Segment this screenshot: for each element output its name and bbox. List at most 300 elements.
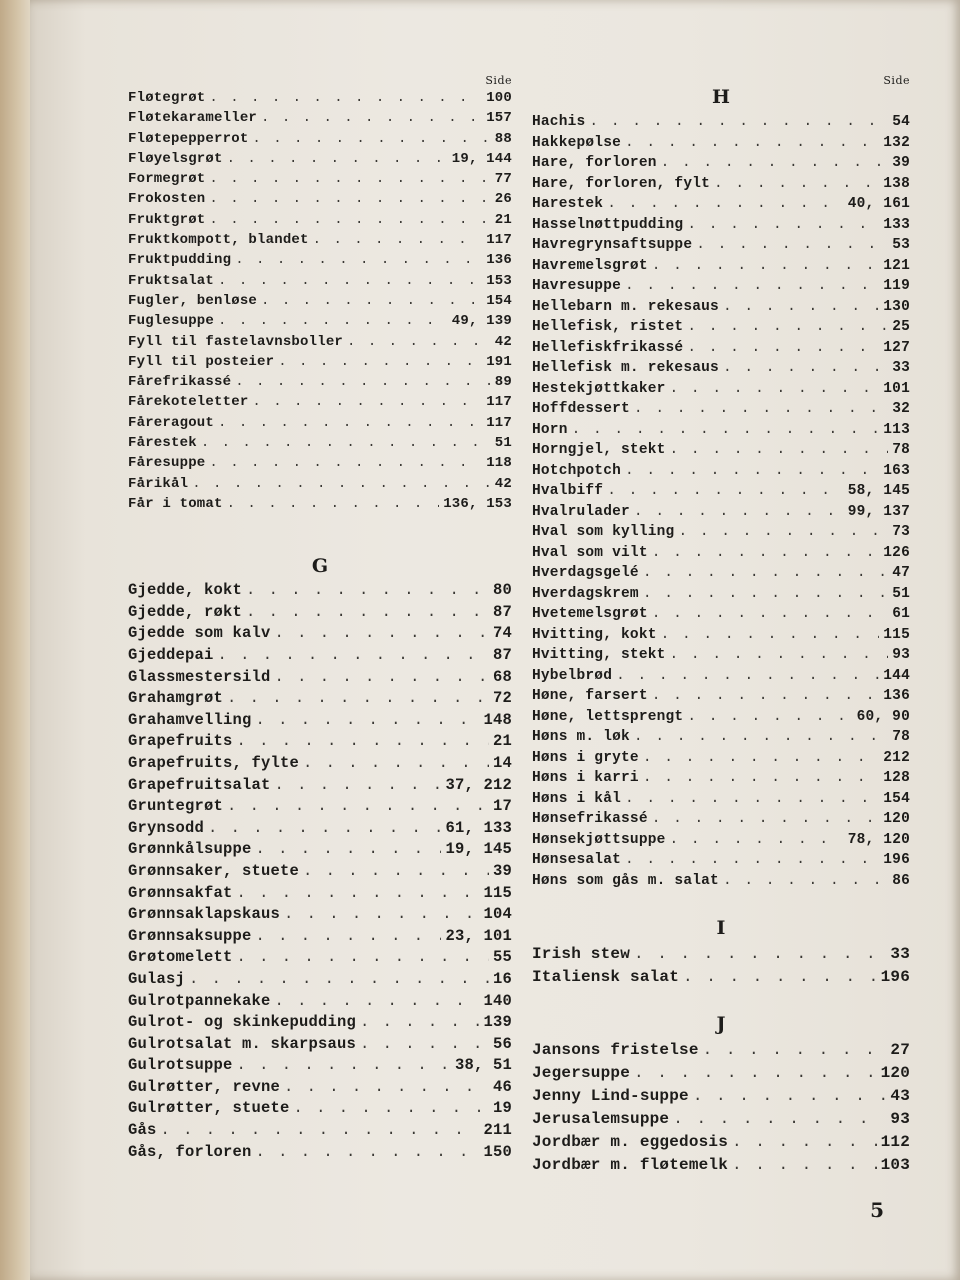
index-entry: [128, 839, 512, 861]
index-entry: [128, 352, 512, 372]
entry-page-number: 128: [883, 770, 910, 786]
dot-leader: [227, 494, 440, 514]
index-entry: [128, 1012, 512, 1034]
entry-name: Grønnsaklapskaus: [128, 905, 281, 924]
dot-leader: [634, 1062, 877, 1085]
entry-name: Havremelsgrøt: [532, 257, 648, 274]
index-entry: [532, 1108, 910, 1131]
index-entry: [128, 88, 512, 108]
index-entry: [128, 1034, 512, 1056]
dot-leader: [643, 584, 888, 605]
index-entry: [532, 1085, 910, 1108]
entry-page-number: 89: [494, 374, 512, 391]
index-entry: [128, 904, 512, 926]
index-entry: [128, 645, 512, 667]
letter-heading-i: I: [716, 917, 726, 939]
entry-page-number: 117: [486, 394, 512, 411]
entry-page-number: 39: [492, 861, 512, 880]
entry-name: Hval som kylling: [532, 524, 675, 540]
entry-page-number: 93: [890, 1110, 910, 1128]
entry-name: Horn: [532, 421, 568, 438]
entry-name: Hellefiskfrikassé: [532, 339, 684, 356]
entry-name: Grønnsaksuppe: [128, 926, 252, 945]
entry-name: Høns i karri: [532, 770, 639, 786]
entry-page-number: 121: [883, 257, 910, 274]
entry-name: Grapefruitsalat: [128, 775, 271, 794]
entry-name: Grønnsaker, stuete: [128, 861, 300, 880]
entry-name: Fruktsalat: [128, 272, 215, 289]
dot-leader: [235, 372, 491, 392]
entry-name: Hotchpotch: [532, 462, 622, 479]
entry-page-number: 119: [883, 278, 910, 294]
letter-heading-j: J: [716, 1013, 726, 1035]
index-entry: [128, 775, 512, 797]
entry-name: Gulrøtter, stuete: [128, 1099, 290, 1118]
letter-group-i: [532, 943, 910, 989]
index-entry: [532, 522, 910, 543]
dot-leader: [670, 830, 844, 851]
index-entry: [128, 796, 512, 818]
entry-page-number: 87: [492, 646, 512, 665]
index-entry: [532, 830, 910, 851]
index-entry: [128, 129, 512, 149]
entry-page-number: 157: [486, 110, 512, 127]
index-entry: [128, 210, 512, 230]
entry-name: Hybelbrød: [532, 667, 613, 684]
entry-page-number: 40, 161: [847, 196, 910, 212]
dot-leader: [246, 602, 489, 624]
dot-leader: [732, 1131, 877, 1154]
dot-leader: [643, 748, 879, 769]
entry-page-number: 212: [883, 749, 910, 766]
entry-page-number: 93: [892, 647, 910, 663]
index-entry: [128, 453, 512, 473]
entry-name: Høns i kål: [532, 790, 622, 807]
entry-name: Glassmestersild: [128, 667, 271, 686]
entry-page-number: 130: [883, 298, 910, 315]
entry-page-number: 101: [883, 380, 910, 397]
dot-leader: [607, 481, 843, 502]
dot-leader: [714, 174, 879, 195]
dot-leader: [572, 420, 880, 441]
dot-leader: [237, 947, 489, 969]
entry-page-number: 37, 212: [445, 775, 512, 794]
entry-page-number: 140: [483, 991, 512, 1010]
dot-leader: [227, 149, 448, 169]
entry-page-number: 49, 139: [451, 313, 512, 330]
entry-name: Harestek: [532, 196, 604, 212]
side-column-label: Side: [883, 74, 910, 87]
entry-name: Grønnsakfat: [128, 883, 233, 902]
dot-leader: [661, 625, 880, 646]
entry-name: Fløyelsgrøt: [128, 150, 223, 167]
index-entry: [128, 1077, 512, 1099]
entry-page-number: 16: [492, 969, 512, 988]
index-entry: [128, 149, 512, 169]
entry-page-number: 60, 90: [856, 708, 910, 725]
entry-page-number: 23, 101: [445, 926, 512, 945]
entry-name: Frokosten: [128, 191, 206, 208]
page-number: 5: [870, 1198, 884, 1222]
entry-page-number: 191: [486, 353, 512, 370]
dot-leader: [678, 522, 888, 543]
dot-leader: [661, 153, 889, 174]
entry-page-number: 43: [890, 1087, 910, 1105]
entry-page-number: 86: [892, 872, 910, 889]
dot-leader: [634, 502, 844, 523]
entry-page-number: 72: [492, 689, 512, 708]
entry-name: Hønsesalat: [532, 852, 622, 868]
index-entry: [532, 256, 910, 277]
index-entry: [532, 112, 910, 133]
entry-name: Italiensk salat: [532, 968, 680, 986]
entry-page-number: 27: [890, 1041, 910, 1059]
index-entry: [532, 153, 910, 174]
entry-page-number: 144: [883, 667, 910, 684]
dot-leader: [723, 871, 888, 892]
entry-page-number: 150: [483, 1142, 512, 1161]
entry-page-number: 51: [892, 585, 910, 602]
index-entry: [128, 731, 512, 753]
entry-page-number: 61, 133: [445, 818, 512, 837]
book-spine-shadow: [0, 0, 32, 1280]
entry-name: Grapefruits: [128, 732, 233, 751]
dot-leader: [161, 1120, 480, 1142]
index-entry: [532, 666, 910, 687]
dot-leader: [235, 250, 482, 270]
entry-name: Gruntegrøt: [128, 797, 224, 816]
index-entry: [532, 707, 910, 728]
entry-page-number: 47: [892, 565, 910, 581]
entry-page-number: 211: [483, 1121, 512, 1140]
entry-page-number: 21: [494, 211, 512, 228]
index-entry: [128, 332, 512, 352]
entry-page-number: 113: [883, 421, 910, 438]
dot-leader: [652, 256, 880, 277]
entry-page-number: 26: [494, 191, 512, 208]
entry-name: Fuglesuppe: [128, 313, 215, 330]
dot-leader: [670, 645, 889, 666]
index-entry: [532, 543, 910, 564]
dot-leader: [261, 291, 482, 311]
letter-group-j: [532, 1039, 910, 1177]
dot-leader: [256, 839, 442, 861]
index-entry: [128, 230, 512, 250]
index-entry: [128, 250, 512, 270]
dot-leader: [625, 276, 879, 297]
entry-name: Hvetemelsgrøt: [532, 606, 648, 622]
index-entry: [532, 748, 910, 769]
index-entry: [128, 991, 512, 1013]
index-entry: [532, 276, 910, 297]
dot-leader: [227, 688, 489, 710]
index-entry: [128, 271, 512, 291]
entry-name: Jerusalemsuppe: [532, 1110, 670, 1128]
index-entry: [532, 399, 910, 420]
entry-name: Jenny Lind-suppe: [532, 1087, 689, 1105]
entry-name: Fårefrikassé: [128, 374, 232, 391]
entry-page-number: 120: [880, 1064, 910, 1082]
index-entry: [128, 861, 512, 883]
entry-page-number: 19, 145: [445, 840, 512, 859]
dot-leader: [261, 108, 482, 128]
dot-leader: [625, 850, 879, 871]
index-entry: [532, 133, 910, 154]
entry-name: Jordbær m. eggedosis: [532, 1133, 729, 1151]
entry-page-number: 117: [486, 232, 512, 249]
dot-leader: [313, 230, 483, 250]
dot-leader: [256, 926, 442, 948]
entry-page-number: 74: [492, 624, 512, 643]
index-entry: [128, 169, 512, 189]
index-entry: [532, 317, 910, 338]
entry-name: Fruktpudding: [128, 252, 232, 269]
index-entry: [128, 1142, 512, 1164]
entry-name: Får i tomat: [128, 495, 223, 512]
index-entry: [128, 189, 512, 209]
entry-page-number: 196: [883, 852, 910, 868]
entry-name: Gulrotsuppe: [128, 1056, 233, 1075]
entry-page-number: 61: [892, 606, 910, 622]
dot-leader: [360, 1034, 489, 1056]
dot-leader: [209, 189, 490, 209]
dot-leader: [687, 338, 879, 359]
dot-leader: [208, 818, 441, 840]
index-entry: [532, 461, 910, 482]
entry-name: Hoffdessert: [532, 401, 630, 417]
letter-group-g: [128, 580, 512, 1163]
index-entry: [532, 358, 910, 379]
dot-leader: [634, 727, 888, 748]
index-entry: [532, 727, 910, 748]
entry-page-number: 115: [483, 883, 512, 902]
dot-leader: [625, 789, 879, 810]
index-entry: [532, 1154, 910, 1177]
dot-leader: [723, 297, 879, 318]
dot-leader: [673, 1108, 886, 1131]
entry-page-number: 80: [492, 581, 512, 600]
dot-leader: [670, 379, 880, 400]
dot-leader: [670, 440, 889, 461]
dot-leader: [252, 392, 482, 412]
dot-leader: [218, 271, 482, 291]
dot-leader: [278, 352, 482, 372]
entry-name: Jansons fristelse: [532, 1041, 699, 1059]
entry-name: Hvalrulader: [532, 503, 630, 520]
dot-leader: [634, 399, 888, 420]
entry-name: Horngjel, stekt: [532, 442, 666, 458]
entry-page-number: 68: [492, 667, 512, 686]
entry-name: Fåreragout: [128, 414, 215, 431]
entry-name: Hønsefrikassé: [532, 811, 648, 827]
dot-leader: [218, 645, 489, 667]
entry-page-number: 51: [494, 435, 512, 452]
entry-name: Hare, forloren, fylt: [532, 175, 711, 192]
index-entry: [532, 215, 910, 236]
entry-page-number: 136: [883, 688, 910, 704]
entry-name: Grahamgrøt: [128, 689, 224, 708]
entry-name: Grahamvelling: [128, 710, 252, 729]
entry-name: Hønsekjøttsuppe: [532, 831, 666, 848]
index-entry: [532, 966, 910, 989]
entry-page-number: 56: [492, 1034, 512, 1053]
entry-name: Formegrøt: [128, 171, 206, 188]
entry-page-number: 103: [880, 1156, 910, 1174]
left-index-column: [128, 74, 512, 1163]
dot-leader: [227, 796, 489, 818]
dot-leader: [687, 317, 888, 338]
entry-page-number: 55: [492, 948, 512, 967]
entry-page-number: 104: [483, 905, 512, 924]
entry-page-number: 19, 144: [451, 150, 512, 167]
entry-page-number: 77: [494, 171, 512, 188]
entry-name: Høns som gås m. salat: [532, 872, 719, 889]
entry-name: Hvalbiff: [532, 483, 604, 499]
entry-name: Gjedde, kokt: [128, 581, 243, 600]
dot-leader: [218, 413, 482, 433]
entry-page-number: 19: [492, 1099, 512, 1118]
index-entry: [532, 604, 910, 625]
entry-name: Høne, farsert: [532, 688, 648, 704]
entry-name: Gjedde, røkt: [128, 602, 243, 621]
entry-page-number: 33: [890, 945, 910, 963]
entry-page-number: 153: [486, 272, 512, 289]
letter-heading-g: G: [311, 555, 329, 578]
entry-page-number: 148: [483, 710, 512, 729]
dot-leader: [652, 543, 880, 564]
index-entry: [532, 440, 910, 461]
entry-page-number: 21: [492, 732, 512, 751]
entry-page-number: 139: [483, 1013, 512, 1032]
entry-page-number: 196: [880, 968, 910, 986]
index-entry: [128, 433, 512, 453]
entry-page-number: 138: [883, 175, 910, 192]
entry-name: Gulrotsalat m. skarpsaus: [128, 1034, 357, 1053]
entry-name: Grøtomelett: [128, 948, 233, 967]
index-entry: [128, 108, 512, 128]
entry-page-number: 136: [486, 252, 512, 269]
entry-name: Havresuppe: [532, 278, 622, 294]
dot-leader: [360, 1012, 479, 1034]
index-entry: [128, 1055, 512, 1077]
dot-leader: [687, 707, 852, 728]
dot-leader: [303, 861, 489, 883]
entry-page-number: 154: [486, 292, 512, 309]
entry-name: Hverdagsgelé: [532, 565, 639, 581]
dot-leader: [218, 311, 448, 331]
entry-page-number: 99, 137: [847, 503, 910, 520]
index-entry: [532, 1039, 910, 1062]
entry-name: Fårekoteletter: [128, 394, 249, 411]
index-entry: [128, 883, 512, 905]
index-entry: [128, 926, 512, 948]
entry-name: Hellebarn m. rekesaus: [532, 298, 719, 315]
dot-leader: [696, 235, 888, 256]
index-entry: [532, 645, 910, 666]
entry-name: Fløtegrøt: [128, 90, 206, 106]
entry-name: Fyll til posteier: [128, 353, 275, 370]
entry-page-number: 42: [494, 333, 512, 350]
entry-page-number: 58, 145: [847, 483, 910, 499]
entry-page-number: 136, 153: [443, 495, 512, 512]
entry-page-number: 78: [892, 442, 910, 458]
entry-page-number: 133: [883, 216, 910, 233]
entry-page-number: 163: [883, 462, 910, 479]
entry-name: Gås, forloren: [128, 1142, 252, 1161]
dot-leader: [209, 88, 482, 108]
entry-name: Hakkepølse: [532, 134, 622, 151]
dot-leader: [589, 112, 888, 133]
index-entry: [128, 969, 512, 991]
dot-leader: [237, 731, 489, 753]
index-entry: [532, 850, 910, 871]
dot-leader: [643, 563, 888, 584]
dot-leader: [616, 666, 879, 687]
dot-leader: [652, 686, 880, 707]
dot-leader: [201, 433, 491, 453]
entry-name: Gulrot- og skinkepudding: [128, 1013, 357, 1032]
entry-name: Høns m. løk: [532, 729, 630, 745]
entry-page-number: 78, 120: [847, 831, 910, 848]
entry-name: Fåresuppe: [128, 455, 206, 472]
entry-page-number: 54: [892, 114, 910, 130]
entry-page-number: 154: [883, 790, 910, 807]
index-entry: [532, 502, 910, 523]
entry-page-number: 112: [880, 1133, 910, 1151]
dot-leader: [192, 474, 491, 494]
entry-name: Jegersuppe: [532, 1064, 631, 1082]
entry-name: Gjeddepai: [128, 646, 214, 665]
index-entry: [128, 413, 512, 433]
index-entry: [128, 1098, 512, 1120]
entry-page-number: 32: [892, 401, 910, 417]
entry-page-number: 117: [486, 414, 512, 431]
dot-leader: [256, 1142, 480, 1164]
index-entry: [128, 372, 512, 392]
entry-name: Fårikål: [128, 475, 189, 492]
entry-page-number: 127: [883, 339, 910, 356]
dot-leader: [237, 1055, 451, 1077]
entry-name: Hare, forloren: [532, 155, 657, 171]
entry-name: Hestekjøttkaker: [532, 380, 666, 397]
entry-name: Fugler, benløse: [128, 292, 258, 309]
entry-name: Hvitting, kokt: [532, 626, 657, 643]
entry-name: Grønnkålsuppe: [128, 840, 252, 859]
index-entry: [532, 379, 910, 400]
index-entry: [128, 688, 512, 710]
index-entry: [532, 789, 910, 810]
index-entry: [128, 710, 512, 732]
dot-leader: [209, 169, 490, 189]
entry-name: Jordbær m. fløtemelk: [532, 1156, 729, 1174]
index-entry: [128, 392, 512, 412]
dot-leader: [189, 969, 489, 991]
dot-leader: [303, 753, 489, 775]
dot-leader: [625, 461, 879, 482]
index-entry: [532, 809, 910, 830]
dot-leader: [246, 580, 489, 602]
entry-page-number: 115: [883, 626, 910, 643]
index-entry: [128, 602, 512, 624]
side-column-label: Side: [485, 74, 512, 87]
dot-leader: [252, 129, 490, 149]
index-entry: [128, 1120, 512, 1142]
index-entry: [532, 871, 910, 892]
index-entry: [532, 943, 910, 966]
entry-name: Gulrøtter, revne: [128, 1077, 281, 1096]
index-entry: [532, 481, 910, 502]
entry-name: Grapefruits, fylte: [128, 753, 300, 772]
